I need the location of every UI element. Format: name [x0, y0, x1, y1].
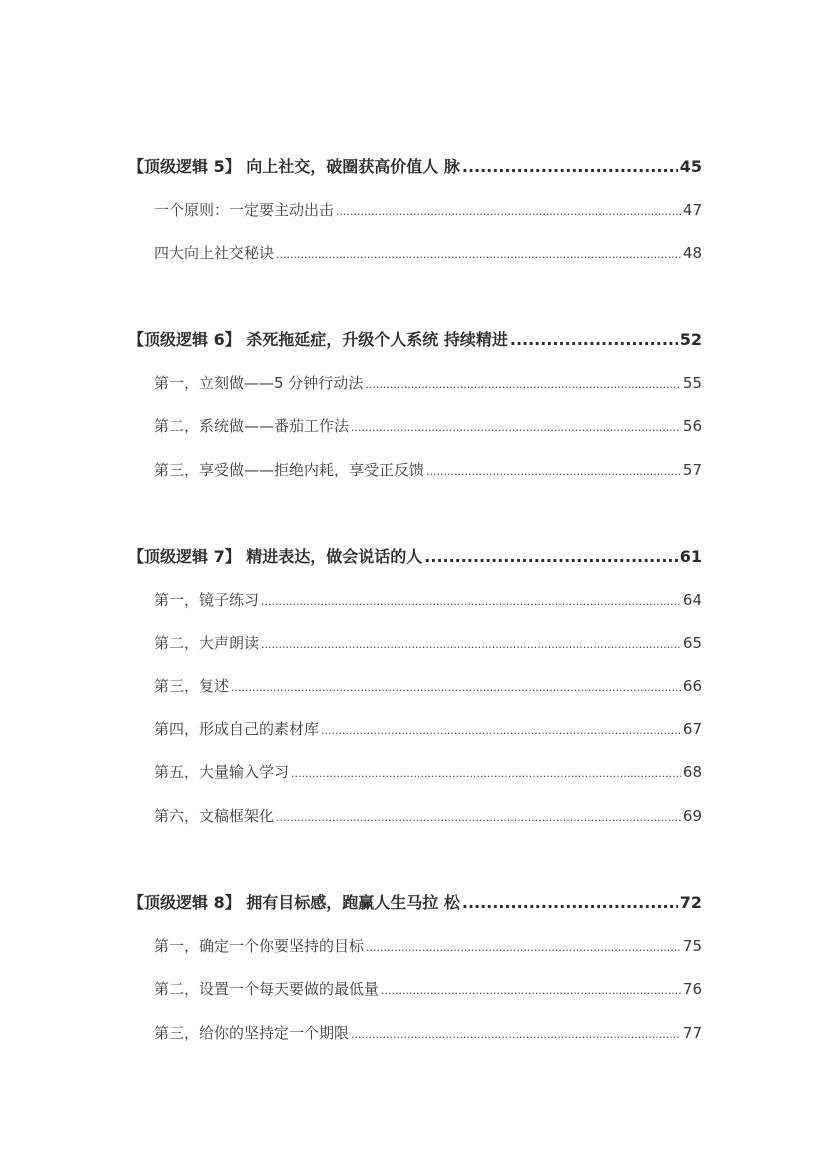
toc-item[interactable]: [154, 588, 702, 612]
toc-item[interactable]: [154, 760, 702, 784]
toc-item[interactable]: [154, 804, 702, 828]
page-number: 48: [682, 244, 702, 262]
page-number: 77: [682, 1024, 702, 1042]
dot-leader: [366, 934, 681, 960]
dot-leader: [351, 1021, 681, 1047]
page-number: 56: [682, 417, 702, 435]
chapter-title: 【顶级逻辑 7】 精进表达，做会说话的人: [128, 547, 423, 566]
toc-chapter-5[interactable]: [128, 155, 702, 179]
toc-chapter-7[interactable]: [128, 545, 702, 569]
page-number: 68: [682, 763, 702, 781]
item-title: 第三，复述: [154, 677, 230, 695]
toc-chapter-8[interactable]: [128, 891, 702, 915]
dot-leader: [276, 241, 681, 267]
page-number: 67: [682, 720, 702, 738]
toc-item[interactable]: [154, 1021, 702, 1045]
page-number: 65: [682, 634, 702, 652]
dot-leader: [261, 631, 681, 657]
page-number: 69: [682, 807, 702, 825]
dot-leader: [510, 328, 678, 352]
toc-item[interactable]: [154, 674, 702, 698]
toc-item[interactable]: [154, 717, 702, 741]
page-number: 57: [682, 461, 702, 479]
item-title: 第一，立刻做——5 分钟行动法: [154, 374, 364, 392]
chapter-title: 【顶级逻辑 5】 向上社交，破圈获高价值人 脉: [128, 157, 460, 176]
dot-leader: [321, 717, 681, 743]
item-title: 一个原则：一定要主动出击: [154, 201, 335, 219]
dot-leader: [336, 198, 681, 224]
toc-chapter-6[interactable]: [128, 328, 702, 352]
dot-leader: [291, 760, 681, 786]
item-title: 第三，享受做——拒绝内耗，享受正反馈: [154, 461, 425, 479]
page-number: 66: [682, 677, 702, 695]
item-title: 第二，设置一个每天要做的最低量: [154, 980, 380, 998]
dot-leader: [381, 977, 681, 1003]
item-title: 第四，形成自己的素材库: [154, 720, 320, 738]
dot-leader: [462, 155, 678, 179]
dot-leader: [261, 588, 681, 614]
toc-item[interactable]: [154, 631, 702, 655]
page-number: 52: [679, 330, 702, 349]
chapter-title: 【顶级逻辑 6】 杀死拖延症，升级个人系统 持续精进: [128, 330, 508, 349]
page-number: 45: [679, 157, 702, 176]
item-title: 第六，文稿框架化: [154, 807, 275, 825]
item-title: 第三，给你的坚持定一个期限: [154, 1024, 350, 1042]
dot-leader: [231, 674, 681, 700]
page-number: 47: [682, 201, 702, 219]
dot-leader: [365, 371, 681, 397]
page-number: 75: [682, 937, 702, 955]
page-number: 76: [682, 980, 702, 998]
item-title: 第二，系统做——番茄工作法: [154, 417, 350, 435]
dot-leader: [351, 414, 681, 440]
dot-leader: [426, 458, 681, 484]
dot-leader: [462, 891, 678, 915]
toc-item[interactable]: [154, 241, 702, 265]
item-title: 第五，大量输入学习: [154, 763, 290, 781]
dot-leader: [424, 545, 677, 569]
toc-item[interactable]: [154, 371, 702, 395]
page-number: 64: [682, 591, 702, 609]
item-title: 第二，大声朗读: [154, 634, 260, 652]
chapter-title: 【顶级逻辑 8】 拥有目标感，跑赢人生马拉 松: [128, 893, 460, 912]
toc-item[interactable]: [154, 934, 702, 958]
page-number: 61: [679, 547, 702, 566]
toc-item[interactable]: [154, 458, 702, 482]
toc-item[interactable]: [154, 977, 702, 1001]
page-number: 55: [682, 374, 702, 392]
item-title: 第一，镜子练习: [154, 591, 260, 609]
item-title: 四大向上社交秘诀: [154, 244, 275, 262]
item-title: 第一，确定一个你要坚持的目标: [154, 937, 365, 955]
toc-item[interactable]: [154, 198, 702, 222]
page-number: 72: [679, 893, 702, 912]
toc-item[interactable]: [154, 414, 702, 438]
dot-leader: [276, 804, 681, 830]
